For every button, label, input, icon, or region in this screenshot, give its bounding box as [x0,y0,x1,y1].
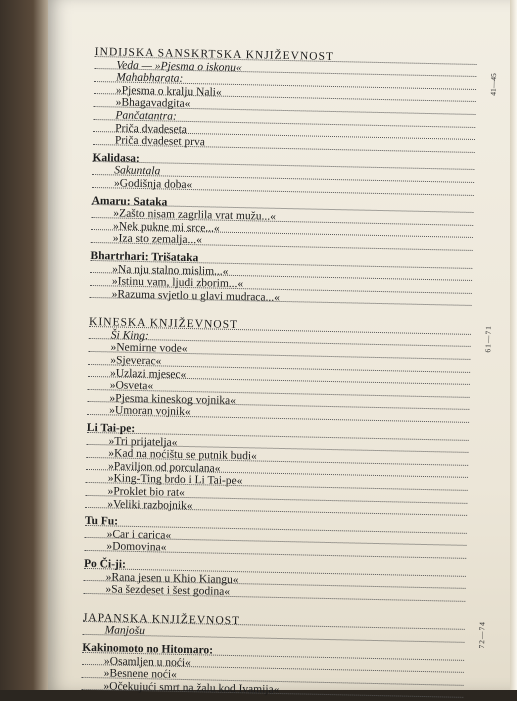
entry-text: Kakinomoto no Hitomaro: [82,642,217,657]
entry-text: Manjošu [105,625,149,638]
entry-text: Priča dvadeseta [115,122,191,136]
entry-text: »Zašto nisam zagrlila vrat mužu...« [113,208,280,223]
entry-text: »Godišnja doba« [114,177,196,191]
entry-text: Bhartrhari: Trišataka [90,250,202,264]
entry-text: »Sjeverac« [110,354,165,367]
entry-text: Pančatantra: [115,109,181,122]
entry-text: »Pjesma o kralju Nali« [116,84,226,98]
entry-text: »Očekujući smrt na žalu kod Ivamija« [103,680,283,696]
entry-text: »Osamljen u noći« [104,655,195,669]
entry-text: »Bhagavadgita« [116,97,195,111]
entry-text: »Car i carica« [107,528,176,541]
entry-text: »Paviljon od porculana« [108,460,225,474]
entry-text: Sakuntala [114,165,164,178]
page-number: 41—45 [488,73,501,95]
entry-text: »Besnene noći« [104,667,181,681]
entry-text: »King-Ting brdo i Li Tai-pe« [108,473,247,488]
entry-text: »Domovina« [106,541,170,554]
entry-text: »Pjesma kineskog vojnika« [109,392,240,407]
entry-text: Ši King: [111,329,153,342]
next-page-edge [510,0,517,690]
entry-text: INDIJSKA SANSKRTSKA KNJIŽEVNOST [95,46,338,63]
entry-text: Po Či-ji: [84,558,130,571]
entry-text: »Kad na noćištu se putnik budi« [108,448,261,463]
entry-text: »Umoran vojnik« [109,405,195,419]
entry-text: »Razuma svjetlo u glavi mudraca...« [112,288,285,304]
entry-text: Amaru: Sataka [92,194,172,208]
table-of-contents [81,40,495,701]
entry-text: Priča dvadeset prva [115,135,209,149]
entry-text: »Tri prijatelja« [108,435,181,449]
entry-text: Mahabharata: [116,72,187,85]
entry-text: Li Tai-pe: [87,422,140,435]
entry-text: »Proklet bio rat« [107,485,189,499]
entry-text: »Iza sto zemalja...« [113,233,206,247]
entry-text: »Uzlazi mjesec« [110,367,191,381]
entry-text: »Osveta« [110,380,158,393]
entry-text: »Rana jesen u Khio Kiangu« [106,571,243,586]
entry-text: »Nemirne vode« [110,342,191,356]
entry-text: »Istinu vam, ljudi zborim...« [112,276,248,291]
entry-text: JAPANSKA KNJIŽEVNOST [83,612,244,627]
page-number: 72—74 [476,626,489,648]
entry-text: Tu Fu: [85,515,122,528]
entry-text: Kalidasa: [92,152,144,165]
entry-text: KINESKA KNJIŽEVNOST [89,316,242,331]
page-number: 61—71 [482,331,495,353]
entry-text: »Sa šezdeset i šest godina« [105,583,234,598]
entry-text: »Na nju stalno mislim...« [112,263,233,278]
entry-text: Veda — »Pjesma o iskonu« [116,59,245,74]
entry-text: »Nek pukne mi srce...« [113,220,224,234]
entry-text: »Veliki razbojnik« [107,498,197,512]
